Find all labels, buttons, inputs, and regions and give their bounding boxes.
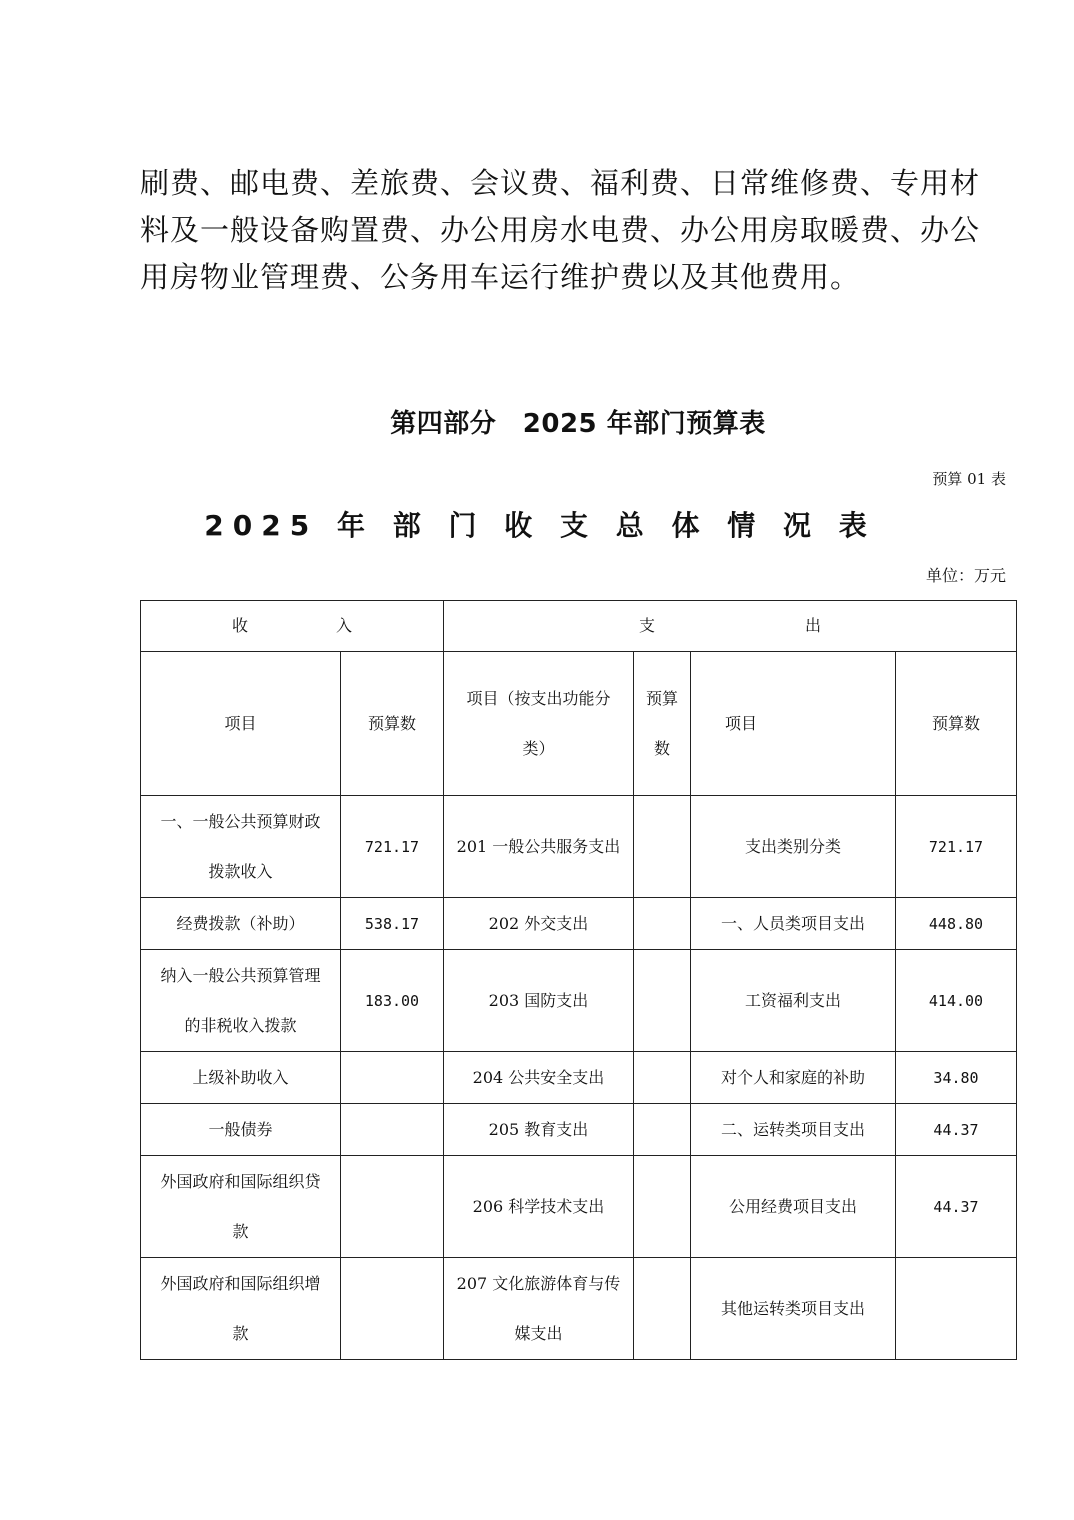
econ-amount-cell: 44.37 bbox=[896, 1156, 1017, 1258]
income-group-header: 收 入 bbox=[141, 601, 444, 652]
intro-line: 料及一般设备购置费、办公用房水电费、办公用房取暖费、办公 bbox=[140, 213, 981, 247]
group-header-row bbox=[141, 601, 1017, 652]
econ-item-cell: 公用经费项目支出 bbox=[691, 1156, 896, 1258]
unit-label: 单位：万元 bbox=[925, 566, 1006, 585]
table-row bbox=[141, 1258, 1017, 1360]
econ-amount-cell bbox=[896, 1258, 1017, 1360]
econ-amount-cell: 414.00 bbox=[896, 950, 1017, 1052]
table-row bbox=[141, 1156, 1017, 1258]
econ-item-cell: 支出类别分类 bbox=[691, 796, 896, 898]
income-item-cell: 一、一般公共预算财政 拨款收入 bbox=[141, 796, 341, 898]
func-amount-cell bbox=[634, 1258, 691, 1360]
col-header-econ-item: 项目 bbox=[691, 652, 896, 796]
income-item-cell: 外国政府和国际组织增 款 bbox=[141, 1258, 341, 1360]
col-header-income-amount: 预算数 bbox=[341, 652, 444, 796]
income-amount-cell: 721.17 bbox=[341, 796, 444, 898]
col-header-func-item: 项目（按支出功能分 类） bbox=[444, 652, 634, 796]
intro-paragraph bbox=[140, 160, 981, 301]
func-item-cell: 201 一般公共服务支出 bbox=[444, 796, 634, 898]
income-item-cell: 上级补助收入 bbox=[141, 1052, 341, 1104]
table-row bbox=[141, 1104, 1017, 1156]
table-code: 预算 01 表 bbox=[932, 470, 1006, 488]
income-item-cell: 纳入一般公共预算管理 的非税收入拨款 bbox=[141, 950, 341, 1052]
func-item-cell: 206 科学技术支出 bbox=[444, 1156, 634, 1258]
col-header-func-amount: 预算 数 bbox=[634, 652, 691, 796]
func-amount-cell bbox=[634, 950, 691, 1052]
column-header-row bbox=[141, 652, 1017, 796]
func-item-cell: 202 外交支出 bbox=[444, 898, 634, 950]
income-amount-cell bbox=[341, 1258, 444, 1360]
func-amount-cell bbox=[634, 1104, 691, 1156]
func-item-cell: 205 教育支出 bbox=[444, 1104, 634, 1156]
expense-group-header: 支 出 bbox=[444, 601, 1017, 652]
econ-amount-cell: 34.80 bbox=[896, 1052, 1017, 1104]
income-amount-cell: 538.17 bbox=[341, 898, 444, 950]
func-amount-cell bbox=[634, 796, 691, 898]
econ-item-cell: 对个人和家庭的补助 bbox=[691, 1052, 896, 1104]
col-header-econ-amount: 预算数 bbox=[896, 652, 1017, 796]
income-item-cell: 一般债券 bbox=[141, 1104, 341, 1156]
func-item-cell: 207 文化旅游体育与传 媒支出 bbox=[444, 1258, 634, 1360]
table-row bbox=[141, 950, 1017, 1052]
econ-amount-cell: 44.37 bbox=[896, 1104, 1017, 1156]
income-amount-cell bbox=[341, 1052, 444, 1104]
intro-line: 刷费、邮电费、差旅费、会议费、福利费、日常维修费、专用材 bbox=[140, 166, 981, 200]
func-amount-cell bbox=[634, 1156, 691, 1258]
table-row bbox=[141, 898, 1017, 950]
part-title: 第四部分 2025 年部门预算表 bbox=[390, 409, 766, 439]
func-item-cell: 204 公共安全支出 bbox=[444, 1052, 634, 1104]
econ-amount-cell: 448.80 bbox=[896, 898, 1017, 950]
budget-table bbox=[140, 600, 1017, 1360]
func-amount-cell bbox=[634, 1052, 691, 1104]
econ-item-cell: 其他运转类项目支出 bbox=[691, 1258, 896, 1360]
func-item-cell: 203 国防支出 bbox=[444, 950, 634, 1052]
intro-line: 用房物业管理费、公务用车运行维护费以及其他费用。 bbox=[140, 260, 861, 294]
econ-amount-cell: 721.17 bbox=[896, 796, 1017, 898]
income-amount-cell bbox=[341, 1156, 444, 1258]
econ-item-cell: 工资福利支出 bbox=[691, 950, 896, 1052]
econ-item-cell: 一、人员类项目支出 bbox=[691, 898, 896, 950]
func-amount-cell bbox=[634, 898, 691, 950]
income-amount-cell: 183.00 bbox=[341, 950, 444, 1052]
table-row bbox=[141, 796, 1017, 898]
col-header-income-item: 项目 bbox=[141, 652, 341, 796]
income-item-cell: 经费拨款（补助） bbox=[141, 898, 341, 950]
income-item-cell: 外国政府和国际组织贷 款 bbox=[141, 1156, 341, 1258]
econ-item-cell: 二、运转类项目支出 bbox=[691, 1104, 896, 1156]
table-title: 2025 年 部 门 收 支 总 体 情 况 表 bbox=[204, 509, 876, 542]
table-row bbox=[141, 1052, 1017, 1104]
income-amount-cell bbox=[341, 1104, 444, 1156]
